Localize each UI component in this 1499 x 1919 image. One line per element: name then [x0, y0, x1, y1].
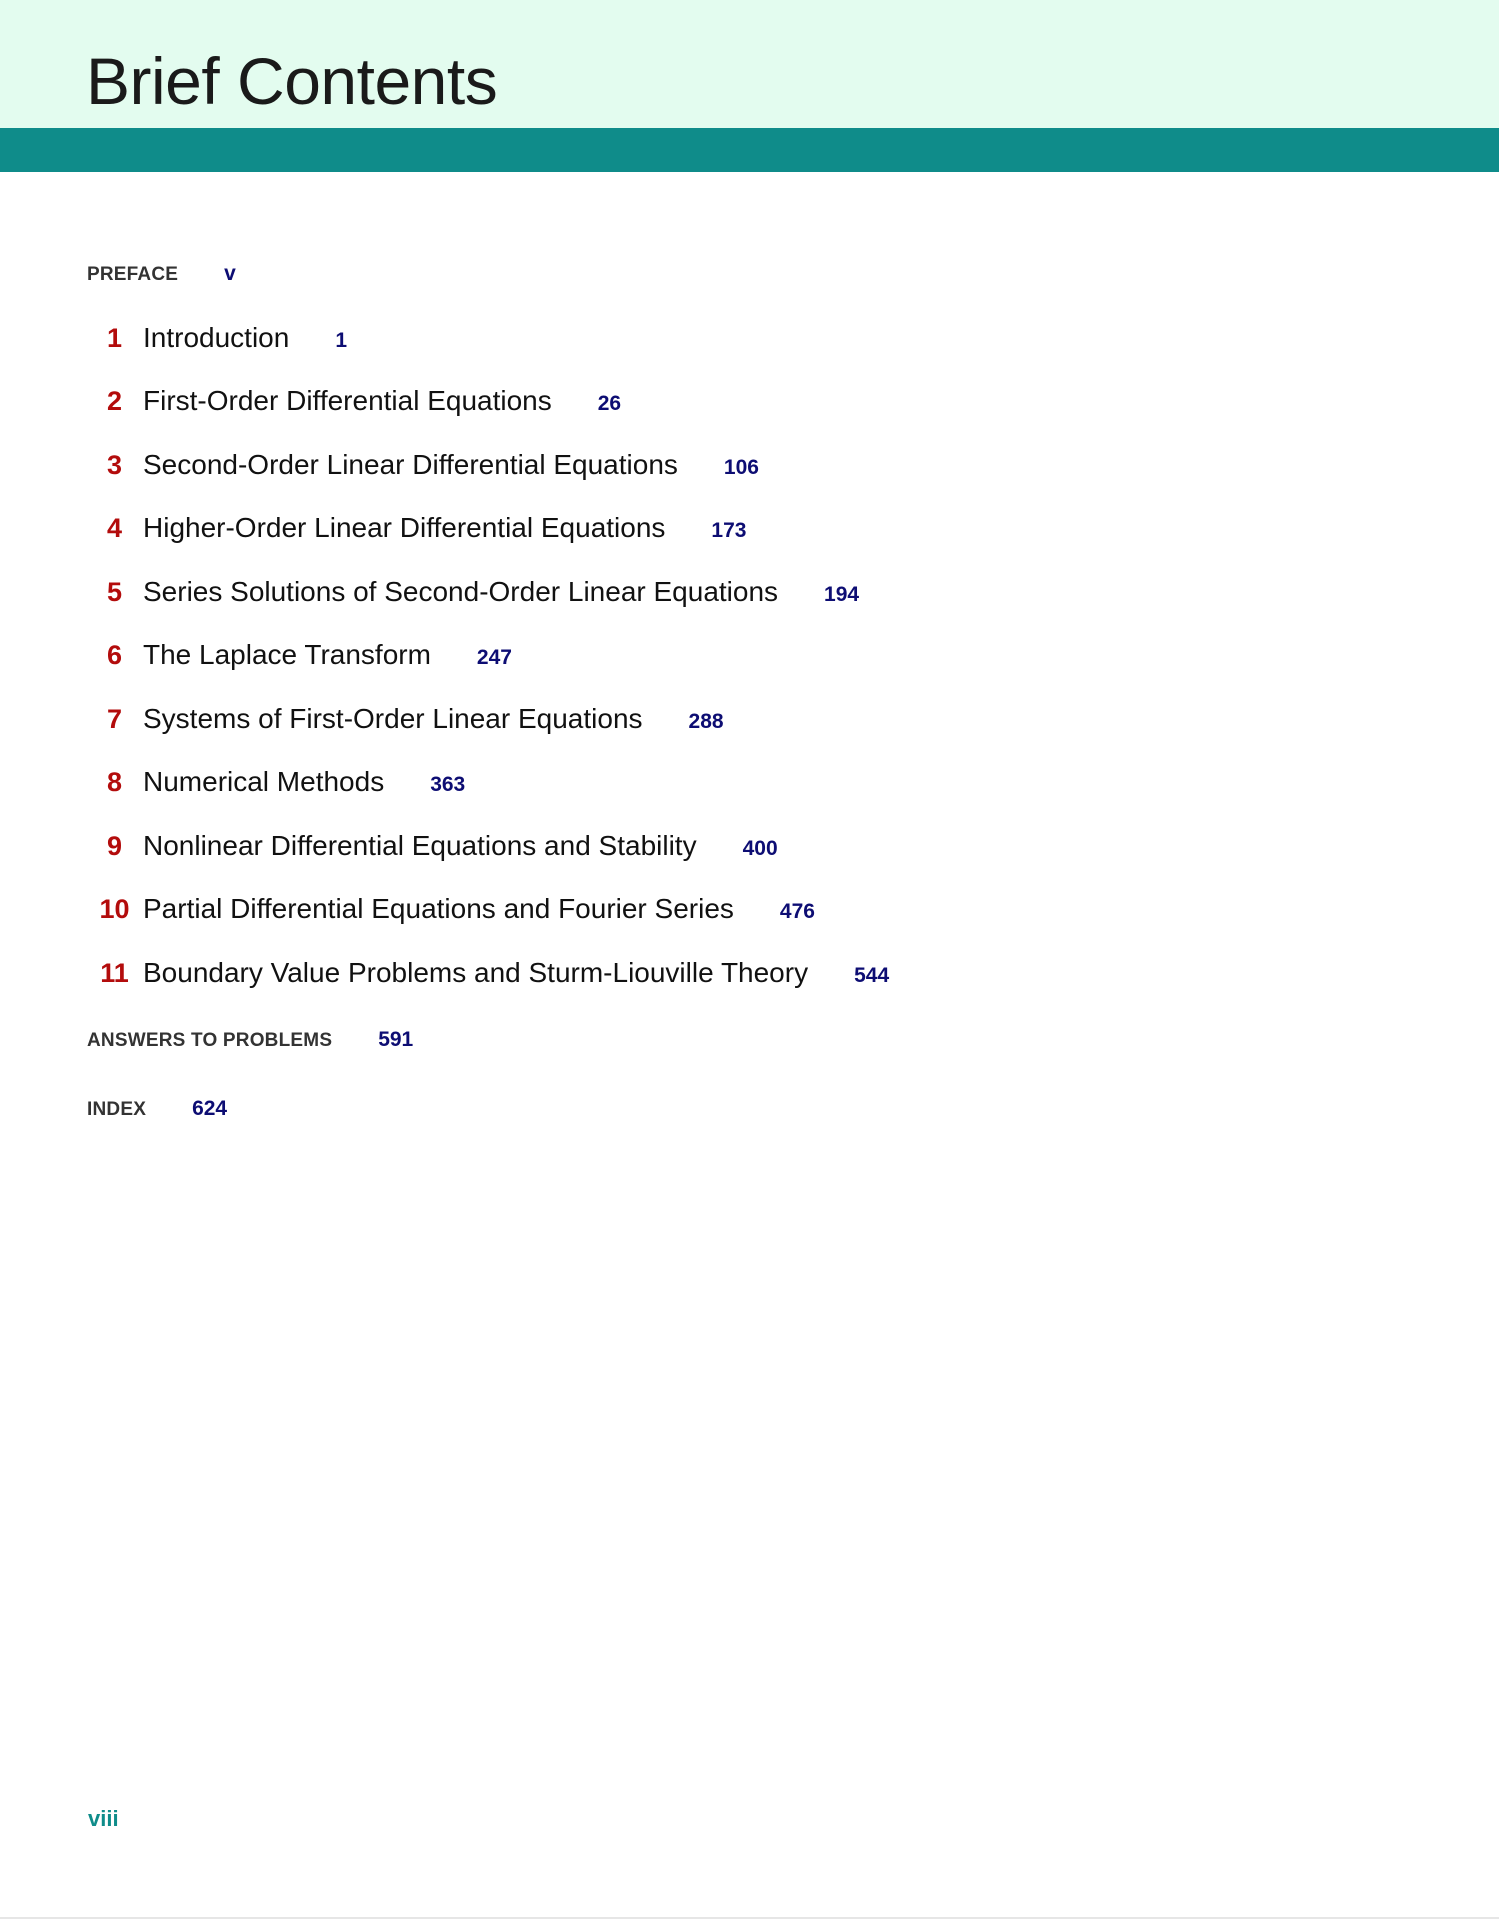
header-band — [0, 0, 1499, 128]
chapter-row[interactable] — [86, 830, 778, 862]
toc-page-number: 400 — [742, 837, 778, 860]
header-rule — [0, 128, 1499, 172]
toc-entry-label: ANSWERS TO PROBLEMS — [87, 1030, 333, 1051]
toc-entry-preface[interactable] — [87, 262, 236, 286]
toc-page-number: 363 — [430, 773, 466, 796]
chapter-number: 2 — [106, 386, 123, 416]
chapter-row[interactable] — [86, 893, 815, 925]
toc-page-number: 1 — [335, 329, 348, 352]
chapter-row[interactable] — [86, 766, 465, 798]
toc-page-number: 194 — [824, 583, 860, 606]
chapter-number: 1 — [106, 323, 123, 353]
toc-page-number: 288 — [688, 710, 724, 733]
chapter-title: First-Order Differential Equations — [143, 385, 552, 416]
chapter-title: The Laplace Transform — [143, 639, 431, 670]
chapter-number: 4 — [106, 513, 123, 543]
chapter-number: 11 — [100, 958, 129, 988]
toc-entry-answers[interactable] — [87, 1028, 413, 1052]
toc-page-number: 544 — [854, 964, 890, 987]
toc-page-number: 624 — [192, 1097, 228, 1120]
chapter-row[interactable] — [86, 576, 859, 608]
toc-entry-label: INDEX — [87, 1099, 147, 1120]
chapter-title: Partial Differential Equations and Fourier Series — [143, 893, 734, 924]
chapter-title: Introduction — [143, 322, 290, 353]
chapter-title: Boundary Value Problems and Sturm-Liouville Theory — [143, 957, 809, 988]
toc-page-number: 26 — [597, 392, 622, 415]
chapter-row[interactable] — [86, 385, 621, 417]
page-folio: viii — [88, 1806, 119, 1831]
chapter-title: Numerical Methods — [143, 766, 385, 797]
chapter-title: Series Solutions of Second-Order Linear Equations — [143, 576, 779, 607]
chapter-title: Second-Order Linear Differential Equations — [143, 449, 678, 480]
chapter-row[interactable] — [86, 639, 512, 671]
chapter-row[interactable] — [86, 703, 724, 735]
toc-page-number: 591 — [378, 1028, 414, 1051]
chapter-number: 8 — [106, 767, 123, 797]
chapter-row[interactable] — [86, 957, 889, 989]
toc-page-number: 476 — [779, 900, 815, 923]
toc-entry-label: PREFACE — [87, 264, 179, 285]
chapter-number: 3 — [106, 450, 123, 480]
chapter-title: Higher-Order Linear Differential Equations — [143, 512, 666, 543]
toc-page-number: 106 — [723, 456, 759, 479]
chapter-row[interactable] — [86, 322, 347, 354]
chapter-number: 7 — [106, 704, 123, 734]
chapter-title: Systems of First-Order Linear Equations — [143, 703, 643, 734]
toc-entry-index[interactable] — [87, 1097, 227, 1121]
toc-page-number: v — [224, 262, 236, 285]
chapter-number: 6 — [106, 640, 123, 670]
chapter-title: Nonlinear Differential Equations and Stability — [143, 830, 697, 861]
toc-page-number: 247 — [476, 646, 512, 669]
page-title: Brief Contents — [86, 44, 498, 118]
chapter-number: 10 — [99, 894, 130, 924]
chapter-row[interactable] — [86, 449, 759, 481]
chapter-number: 5 — [106, 577, 123, 607]
toc-page-number: 173 — [711, 519, 747, 542]
chapter-row[interactable] — [86, 512, 746, 544]
chapter-number: 9 — [106, 831, 123, 861]
